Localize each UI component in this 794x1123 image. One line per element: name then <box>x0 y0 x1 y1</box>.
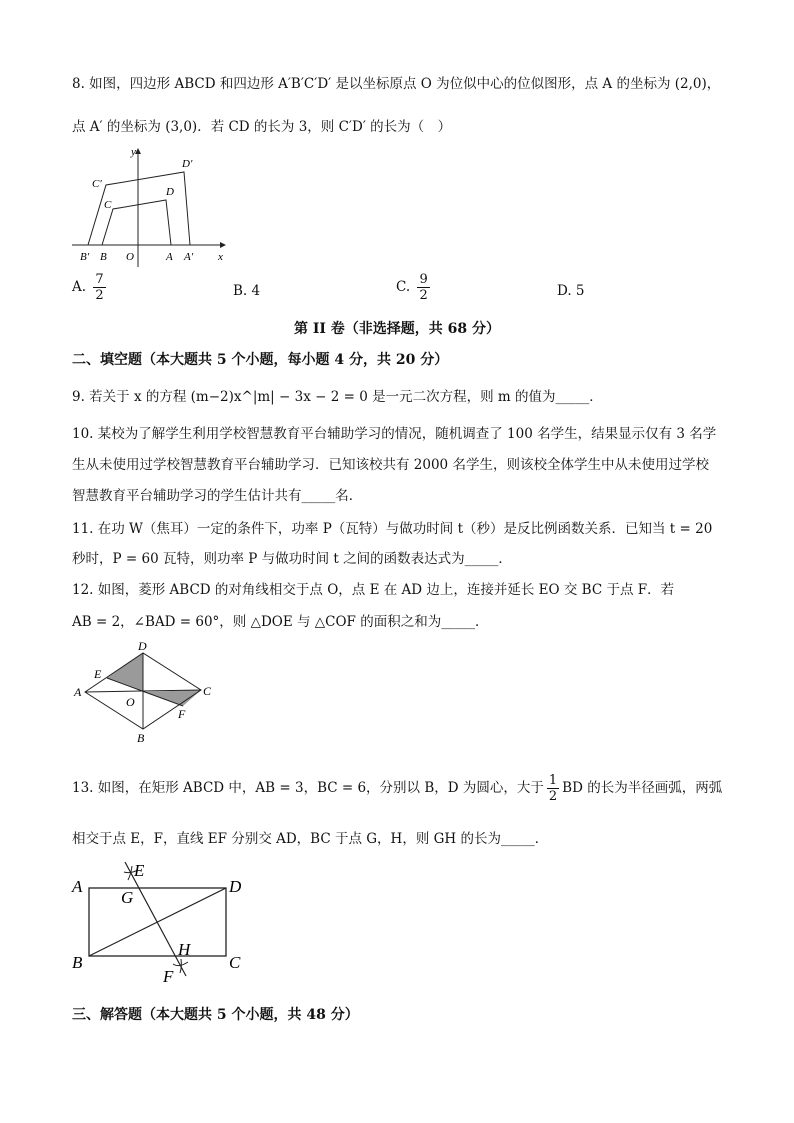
q8-option-c <box>396 272 433 303</box>
section3-title: 三、解答题（本大题共 5 个小题，共 48 分） <box>72 1007 359 1023</box>
q13-fraction <box>547 773 559 804</box>
q8-option-a-fraction <box>93 272 105 303</box>
q13-label-g: G <box>121 888 134 907</box>
q12-label-o: O <box>126 695 135 709</box>
q11-line2: 秒时，P = 60 瓦特，则功率 P 与做功时间 t 之间的函数表达式为_____． <box>72 551 512 567</box>
q8-line2: 点 A′ 的坐标为 (3,0)．若 CD 的长为 3，则 C′D′ 的长为（ ） <box>72 119 452 135</box>
q8-line1: 8. 如图，四边形 ABCD 和四边形 A′B′C′D′ 是以坐标原点 O 为位似中心的位似图形，点 A 的坐标为 (2,0)， <box>72 76 721 92</box>
q13-label-e: E <box>134 861 145 880</box>
q13-label-d: D <box>229 877 242 896</box>
q12-line1: 12. 如图，菱形 ABCD 的对角线相交于点 O，点 E 在 AD 边上，连接并延长 EO 交 BC 于点 F．若 <box>72 582 675 598</box>
q13-label-f: F <box>163 967 174 986</box>
q8-option-a-num: 7 <box>95 272 104 287</box>
q12-label-b: B <box>137 731 145 745</box>
q9-text: 9. 若关于 x 的方程 (m−2)x^|m| − 3x − 2 = 0 是一元二次方程，则 m 的值为_____． <box>72 389 603 405</box>
q13-line1 <box>72 773 722 804</box>
q13-label-c: C <box>229 953 241 972</box>
q8-label-c: C <box>104 199 112 211</box>
q8-option-a-prefix: A. <box>72 279 87 295</box>
q10-line2: 生从未使用过学校智慧教育平台辅助学习．已知该校共有 2000 名学生，则该校全体学生中从未使用过学校 <box>72 457 709 473</box>
q8-label-a1: A′ <box>184 251 194 263</box>
q13-fraction-den: 2 <box>548 789 558 804</box>
section2-title: 二、填空题（本大题共 5 个小题，每小题 4 分，共 20 分） <box>72 352 449 368</box>
q10-line1: 10. 某校为了解学生利用学校智慧教育平台辅助学习的情况，随机调查了 100 名学生，结果显示仅有 3 名学 <box>72 426 717 442</box>
q13-label-b: B <box>72 953 83 972</box>
q8-label-o: O <box>126 251 134 263</box>
q8-option-d: D. 5 <box>557 283 585 299</box>
part2-title: 第 II 卷（非选择题，共 68 分） <box>293 321 501 337</box>
q8-label-d: D <box>166 186 174 198</box>
q8-option-c-den: 2 <box>419 288 428 303</box>
q12-label-a: A <box>74 685 82 699</box>
q8-label-d1: D′ <box>182 158 193 170</box>
q12-label-d: D <box>138 640 147 653</box>
q13-line2: 相交于点 E，F，直线 EF 分别交 AD，BC 于点 G，H，则 GH 的长为_____． <box>72 831 549 847</box>
q8-option-a <box>72 272 109 303</box>
q11-line1: 11. 在功 W（焦耳）一定的条件下，功率 P（瓦特）与做功时间 t（秒）是反比例函数关系．已知当 t = 20 <box>72 521 713 537</box>
q8-option-b: B. 4 <box>233 283 261 299</box>
q8-figure <box>70 145 240 270</box>
q8-option-a-den: 2 <box>95 288 104 303</box>
q12-label-f: F <box>178 707 186 721</box>
q13-fraction-num: 1 <box>548 773 558 788</box>
q8-option-c-num: 9 <box>419 272 428 287</box>
q13-figure <box>68 858 258 988</box>
q12-figure <box>68 640 228 750</box>
q8-label-b: B <box>100 251 107 263</box>
q8-label-c1: C′ <box>92 178 102 190</box>
q13-label-h: H <box>178 940 191 959</box>
q12-label-e: E <box>94 667 102 681</box>
q8-option-c-prefix: C. <box>396 279 411 295</box>
q8-label-b1: B′ <box>80 251 90 263</box>
q8-label-y: y <box>131 146 136 158</box>
q13-label-a: A <box>72 877 83 896</box>
q8-label-x: x <box>218 251 223 263</box>
q10-line3: 智慧教育平台辅助学习的学生估计共有_____名． <box>72 488 363 504</box>
q13-line1-a: 13. 如图，在矩形 ABCD 中，AB = 3，BC = 6，分别以 B，D 为圆心，大于 <box>72 780 544 796</box>
q13-line1-b: BD 的长为半径画弧，两弧 <box>562 780 723 796</box>
q8-option-c-fraction <box>417 272 429 303</box>
q8-label-a: A <box>166 251 173 263</box>
q12-label-c: C <box>203 684 212 698</box>
q12-line2: AB = 2，∠BAD = 60°，则 △DOE 与 △COF 的面积之和为_____． <box>72 614 489 630</box>
